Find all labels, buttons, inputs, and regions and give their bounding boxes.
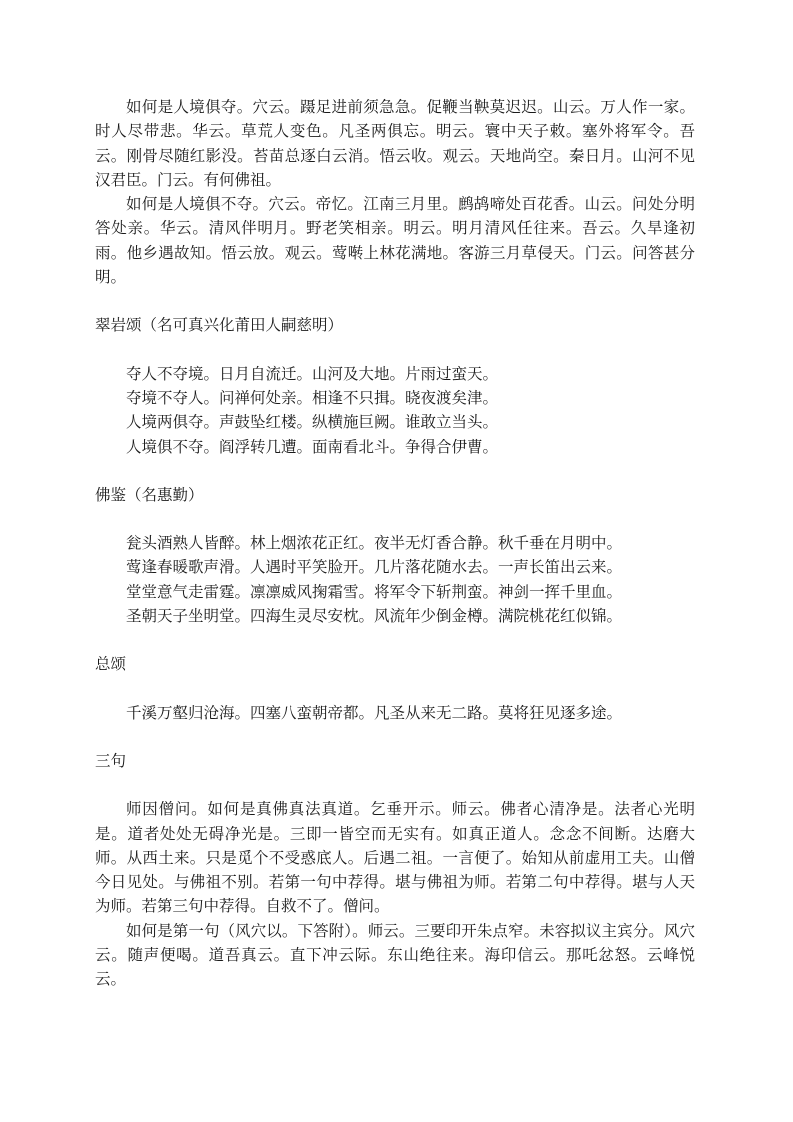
verse-line: 瓮头酒熟人皆醉。林上烟浓花正红。夜半无灯香合静。秋千垂在月明中。 (126, 534, 623, 553)
verse-line: 人境两俱夺。声鼓坠红楼。纵横施巨阙。谁敢立当头。 (126, 413, 499, 432)
fojian-verses (95, 531, 695, 628)
cuiyan-verses (95, 362, 695, 459)
verse-line: 千溪万壑归沧海。四塞八蛮朝帝都。凡圣从来无二路。莫将狂见逐多途。 (126, 703, 623, 722)
verse-line: 人境俱不夺。阎浮转几遭。面南看北斗。争得合伊曹。 (126, 437, 499, 456)
intro-paragraph-2: 如何是人境俱不夺。穴云。帝忆。江南三月里。鹧鸪啼处百花香。山云。问处分明答处亲。华云。清风伴明月。野老笑相亲。明云。明月清风任往来。吾云。久旱逢初雨。他乡遇故知。悟云放。观云。莺啭上林花满地。客游三月草侵天。门云。问答甚分明。 (95, 195, 695, 287)
cuiyan-heading: 翠岩颂（名可真兴化莆田人嗣慈明） (95, 316, 344, 335)
verse-line: 夺人不夺境。日月自流迁。山河及大地。片雨过蛮天。 (126, 364, 499, 383)
verse-line: 堂堂意气走雷霆。凛凛威风掬霜雪。将军令下斩荆蛮。神剑一挥千里血。 (126, 582, 623, 601)
intro-section (95, 95, 695, 289)
sanju-heading: 三句 (95, 751, 127, 770)
fojian-heading: 佛鉴（名惠勤） (95, 485, 204, 504)
intro-paragraph-1: 如何是人境俱夺。穴云。蹑足进前须急急。促鞭当鞅莫迟迟。山云。万人作一家。时人尽带悲。华云。草荒人变色。凡圣两俱忘。明云。寰中天子敕。塞外将军令。吾云。刚骨尽随红影没。苔苗总逐白云消。悟云收。观云。天地尚空。秦日月。山河不见汉君臣。门云。有何佛祖。 (95, 98, 695, 189)
verse-line: 圣朝天子坐明堂。四海生灵尽安枕。风流年少倒金樽。满院桃花红似锦。 (126, 607, 623, 626)
zongsong-verses (95, 701, 695, 725)
verse-line: 夺境不夺人。问禅何处亲。相逢不只揖。晓夜渡矣津。 (126, 388, 499, 407)
zongsong-heading: 总颂 (95, 655, 127, 674)
sanju-paragraph-2: 如何是第一句（风穴以。下答附）。师云。三要印开朱点窄。未容拟议主宾分。风穴云。随声便喝。道吾真云。直下冲云际。东山绝往来。海印信云。那吒忿怒。云峰悦云。 (95, 921, 695, 989)
sanju-paragraph-1: 师因僧问。如何是真佛真法真道。乞垂开示。师云。佛者心清净是。法者心光明是。道者处处无碍净光是。三即一皆空而无实有。如真正道人。念念不间断。达磨大师。从西土来。只是觅个不受惑底人。后遇二祖。一言便了。始知从前虚用工夫。山僧今日见处。与佛祖不别。若第一句中荐得。堪与佛祖为师。若第二句中荐得。堪与人天为师。若第三句中荐得。自救不了。僧问。 (95, 800, 695, 916)
verse-line: 莺逢春暖歌声滑。人遇时平笑脸开。几片落花随水去。一声长笛出云来。 (126, 558, 623, 577)
document-body (95, 95, 695, 992)
sanju-section (95, 797, 695, 991)
